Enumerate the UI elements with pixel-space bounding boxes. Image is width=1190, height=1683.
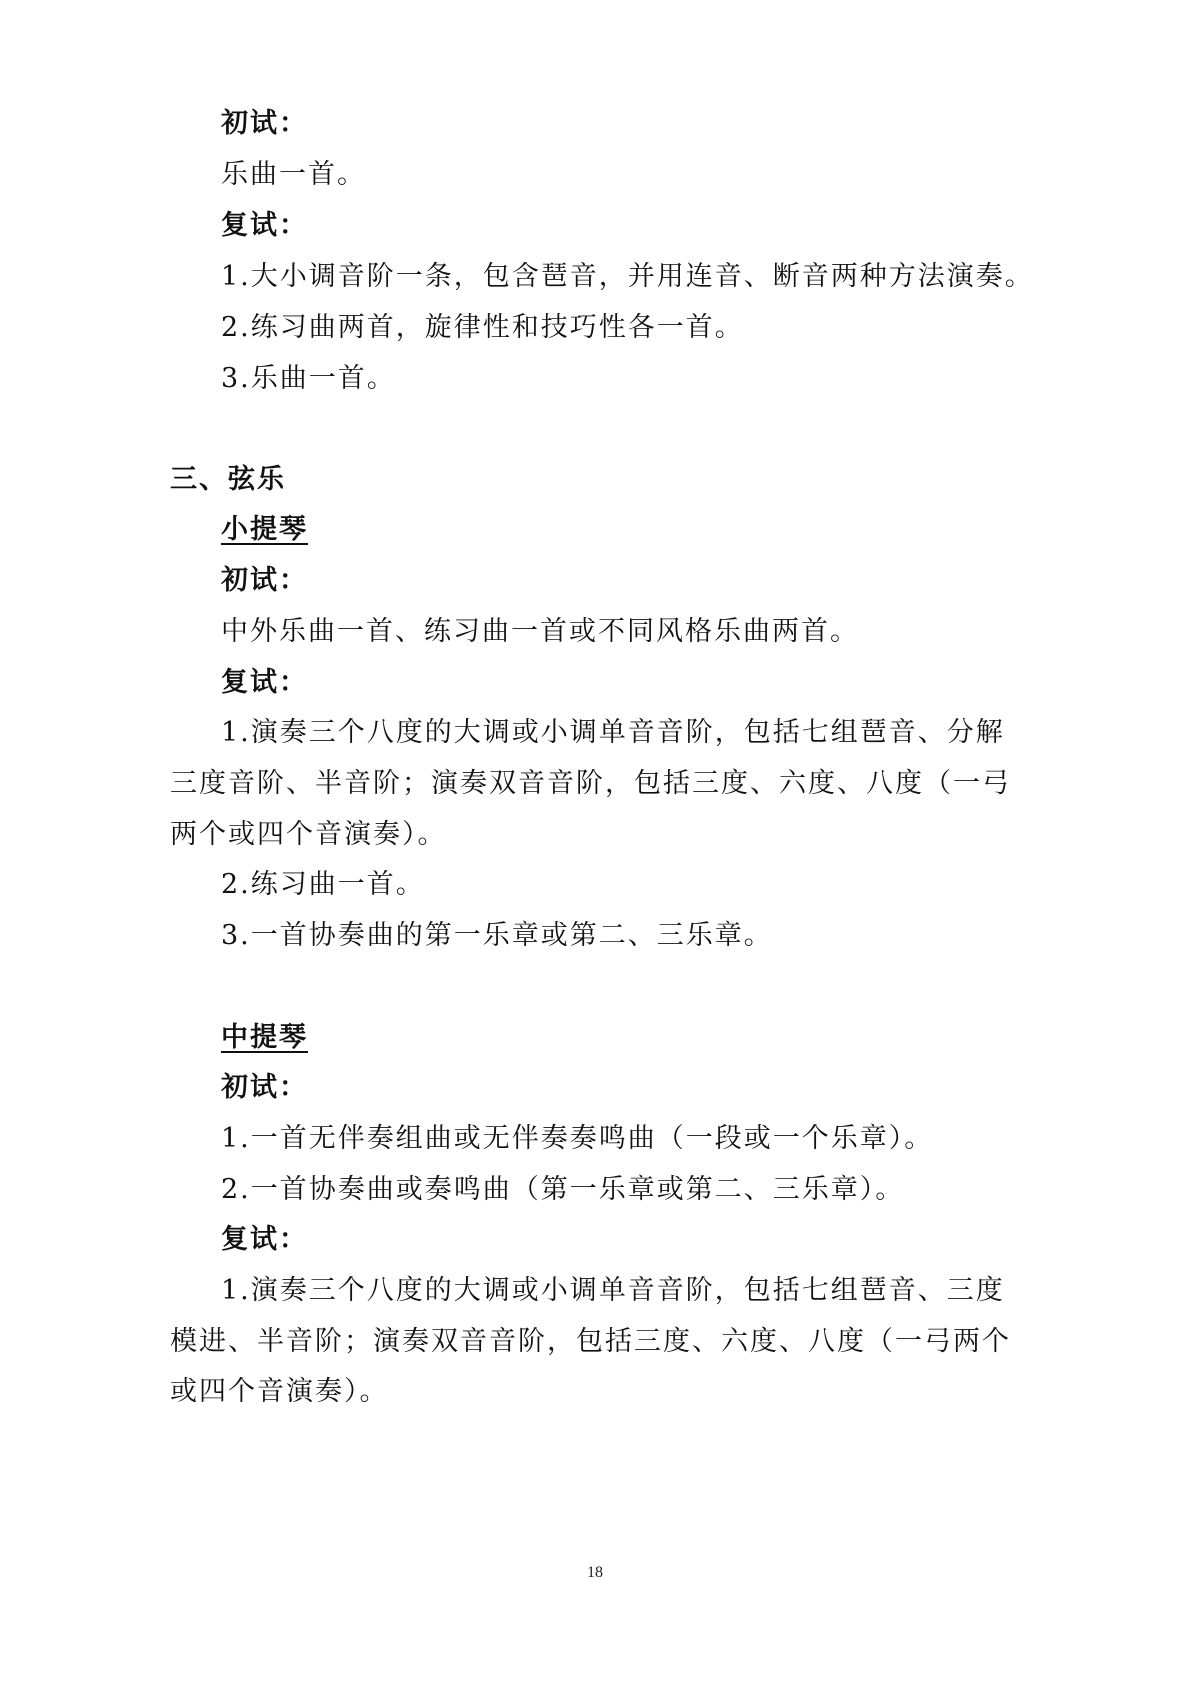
retest-item: 2.练习曲两首，旋律性和技巧性各一首。: [221, 312, 744, 343]
preliminary-label: 初试：: [221, 108, 308, 139]
retest-item: 2.练习曲一首。: [221, 869, 425, 900]
instrument-title-violin: 小提琴: [221, 514, 308, 545]
preliminary-item: 乐曲一首。: [221, 159, 366, 190]
retest-label: 复试：: [221, 210, 308, 241]
retest-label: 复试：: [221, 1224, 308, 1255]
preliminary-item: 1.一首无伴奏组曲或无伴奏奏鸣曲（一段或一个乐章）。: [221, 1123, 934, 1154]
instrument-title-viola: 中提琴: [221, 1022, 308, 1053]
retest-item-line: 1.演奏三个八度的大调或小调单音音阶，包括七组琶音、分解: [221, 717, 1005, 748]
retest-item-line: 三度音阶、半音阶；演奏双音音阶，包括三度、六度、八度（一弓: [170, 768, 1011, 799]
retest-item-line: 或四个音演奏）。: [170, 1376, 389, 1407]
page-number: 18: [587, 1564, 603, 1581]
retest-item: 1.大小调音阶一条，包含琶音，并用连音、断音两种方法演奏。: [221, 261, 1034, 292]
retest-item-line: 模进、半音阶；演奏双音音阶，包括三度、六度、八度（一弓两个: [170, 1326, 1011, 1357]
section-heading: 三、弦乐: [170, 464, 286, 495]
preliminary-label: 初试：: [221, 1072, 308, 1103]
retest-item-line: 1.演奏三个八度的大调或小调单音音阶，包括七组琶音、三度: [221, 1275, 1005, 1306]
preliminary-label: 初试：: [221, 565, 308, 596]
retest-label: 复试：: [221, 667, 308, 698]
retest-item: 3.乐曲一首。: [221, 363, 396, 394]
retest-item: 3.一首协奏曲的第一乐章或第二、三乐章。: [221, 920, 773, 951]
retest-item-line: 两个或四个音演奏）。: [170, 819, 447, 850]
preliminary-item: 中外乐曲一首、练习曲一首或不同风格乐曲两首。: [221, 616, 859, 647]
preliminary-item: 2.一首协奏曲或奏鸣曲（第一乐章或第二、三乐章）。: [221, 1174, 905, 1205]
